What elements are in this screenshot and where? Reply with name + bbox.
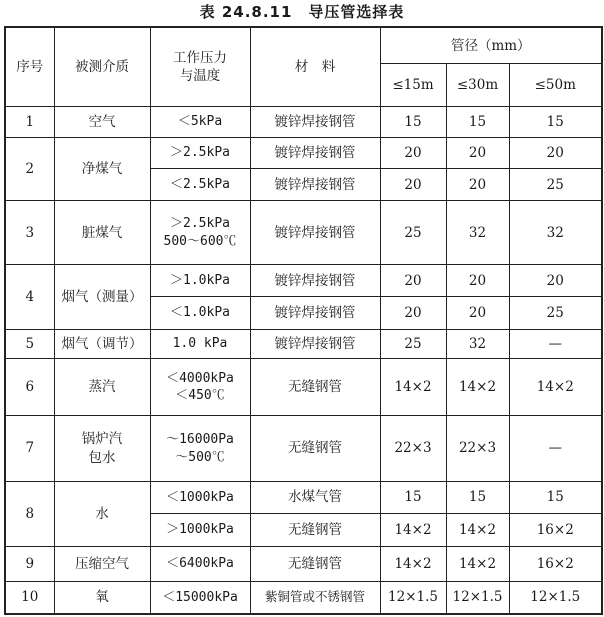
cell-medium: 氧 (54, 581, 150, 614)
table-row (5, 481, 602, 514)
cell-condition: ＞2.5kPa (150, 137, 250, 169)
header-condition-line1: 工作压力 (173, 49, 227, 66)
cell-d15: 15 (380, 107, 446, 138)
cell-d30: 14×2 (446, 514, 509, 547)
cell-d30: 14×2 (446, 547, 509, 582)
cell-d50: 14×2 (509, 359, 602, 416)
cell-medium (54, 416, 150, 481)
table-row (5, 107, 602, 138)
cell-material: 镀锌焊接钢管 (250, 169, 380, 201)
cell-d30: 14×2 (446, 359, 509, 416)
cell-no: 3 (5, 201, 54, 265)
cell-material: 镀锌焊接钢管 (250, 265, 380, 297)
cell-medium: 烟气（测量） (54, 265, 150, 329)
cell-d15: 20 (380, 169, 446, 201)
cell-no: 2 (5, 137, 54, 200)
cell-d30: 20 (446, 296, 509, 329)
cell-material: 镀锌焊接钢管 (250, 137, 380, 169)
cell-d50: 15 (509, 107, 602, 138)
table-row (5, 265, 602, 297)
cell-medium: 水 (54, 481, 150, 546)
cell-medium-line1: 锅炉汽 (81, 431, 123, 448)
cell-d15: 20 (380, 265, 446, 297)
cell-d15: 20 (380, 296, 446, 329)
cell-material: 无缝钢管 (250, 416, 380, 481)
cell-medium: 脏煤气 (54, 201, 150, 265)
header-condition (150, 27, 250, 107)
table-title: 表 24.8.11 导压管选择表 (199, 3, 405, 21)
header-no: 序号 (5, 27, 54, 107)
cell-d50: 12×1.5 (509, 581, 602, 614)
table-row (5, 359, 602, 416)
cell-d50: 25 (509, 169, 602, 201)
header-d30: ≤30m (446, 64, 509, 107)
cell-condition-line1: ＞2.5kPa (170, 216, 230, 232)
table-row (5, 581, 602, 614)
header-diameter: 管径（mm） (380, 27, 602, 64)
cell-medium: 烟气（调节） (54, 329, 150, 359)
cell-condition (150, 416, 250, 481)
cell-d15: 14×2 (380, 514, 446, 547)
cell-d15: 22×3 (380, 416, 446, 481)
cell-no: 9 (5, 547, 54, 582)
cell-no: 4 (5, 265, 54, 329)
cell-d15: 25 (380, 329, 446, 359)
cell-d30: 32 (446, 201, 509, 265)
cell-medium: 压缩空气 (54, 547, 150, 582)
cell-condition: ＞1000kPa (150, 514, 250, 547)
pressure-pipe-table (4, 26, 603, 615)
cell-condition: 1.0 kPa (150, 329, 250, 359)
table-row (5, 547, 602, 582)
cell-condition-line2: 500～600℃ (163, 233, 237, 249)
table-row (5, 416, 602, 481)
cell-d15: 14×2 (380, 547, 446, 582)
cell-condition-line1: ～16000Pa (166, 432, 234, 447)
cell-no: 7 (5, 416, 54, 481)
cell-d15: 20 (380, 137, 446, 169)
cell-condition-line1: ＜4000kPa (166, 370, 234, 386)
cell-d15: 12×1.5 (380, 581, 446, 614)
cell-no: 6 (5, 359, 54, 416)
table-row (5, 137, 602, 169)
cell-d30: 12×1.5 (446, 581, 509, 614)
cell-material: 无缝钢管 (250, 514, 380, 547)
cell-medium: 净煤气 (54, 137, 150, 200)
header-material: 材 料 (250, 27, 380, 107)
cell-d50: — (509, 416, 602, 481)
cell-material: 水煤气管 (250, 481, 380, 514)
cell-material: 镀锌焊接钢管 (250, 296, 380, 329)
cell-medium: 蒸汽 (54, 359, 150, 416)
cell-condition: ＜5kPa (150, 107, 250, 138)
cell-d50: 20 (509, 137, 602, 169)
header-condition-line2: 与温度 (179, 68, 221, 85)
cell-d15: 14×2 (380, 359, 446, 416)
cell-condition: ＜1000kPa (150, 481, 250, 514)
cell-d30: 22×3 (446, 416, 509, 481)
table-row (5, 329, 602, 359)
cell-material: 紫铜管或不锈钢管 (250, 581, 380, 614)
cell-d15: 15 (380, 481, 446, 514)
cell-no: 10 (5, 581, 54, 614)
cell-condition: ＞1.0kPa (150, 265, 250, 297)
header-d15: ≤15m (380, 64, 446, 107)
cell-d30: 20 (446, 137, 509, 169)
header-row (5, 27, 602, 64)
header-d50: ≤50m (509, 64, 602, 107)
cell-d50: 25 (509, 296, 602, 329)
cell-d50: 20 (509, 265, 602, 297)
cell-no: 8 (5, 481, 54, 546)
cell-no: 1 (5, 107, 54, 138)
cell-material: 镀锌焊接钢管 (250, 201, 380, 265)
cell-medium: 空气 (54, 107, 150, 138)
cell-d50: 15 (509, 481, 602, 514)
cell-condition (150, 201, 250, 265)
cell-d15: 25 (380, 201, 446, 265)
cell-condition: ＜6400kPa (150, 547, 250, 582)
cell-medium-line2: 包水 (88, 449, 116, 466)
cell-condition-line2: ～500℃ (175, 449, 225, 465)
cell-condition-line2: ＜450℃ (175, 388, 225, 404)
header-medium: 被测介质 (54, 27, 150, 107)
cell-d50: 32 (509, 201, 602, 265)
cell-material: 无缝钢管 (250, 547, 380, 582)
cell-d50: 16×2 (509, 514, 602, 547)
cell-d30: 15 (446, 481, 509, 514)
cell-d30: 20 (446, 169, 509, 201)
cell-d50: — (509, 329, 602, 359)
cell-material: 镀锌焊接钢管 (250, 107, 380, 138)
cell-d30: 20 (446, 265, 509, 297)
cell-d30: 15 (446, 107, 509, 138)
cell-no: 5 (5, 329, 54, 359)
cell-d50: 16×2 (509, 547, 602, 582)
cell-condition: ＜15000kPa (150, 581, 250, 614)
cell-condition: ＜2.5kPa (150, 169, 250, 201)
cell-material: 无缝钢管 (250, 359, 380, 416)
cell-condition (150, 359, 250, 416)
table-row (5, 201, 602, 265)
cell-material: 镀锌焊接钢管 (250, 329, 380, 359)
cell-d30: 32 (446, 329, 509, 359)
cell-condition: ＜1.0kPa (150, 296, 250, 329)
